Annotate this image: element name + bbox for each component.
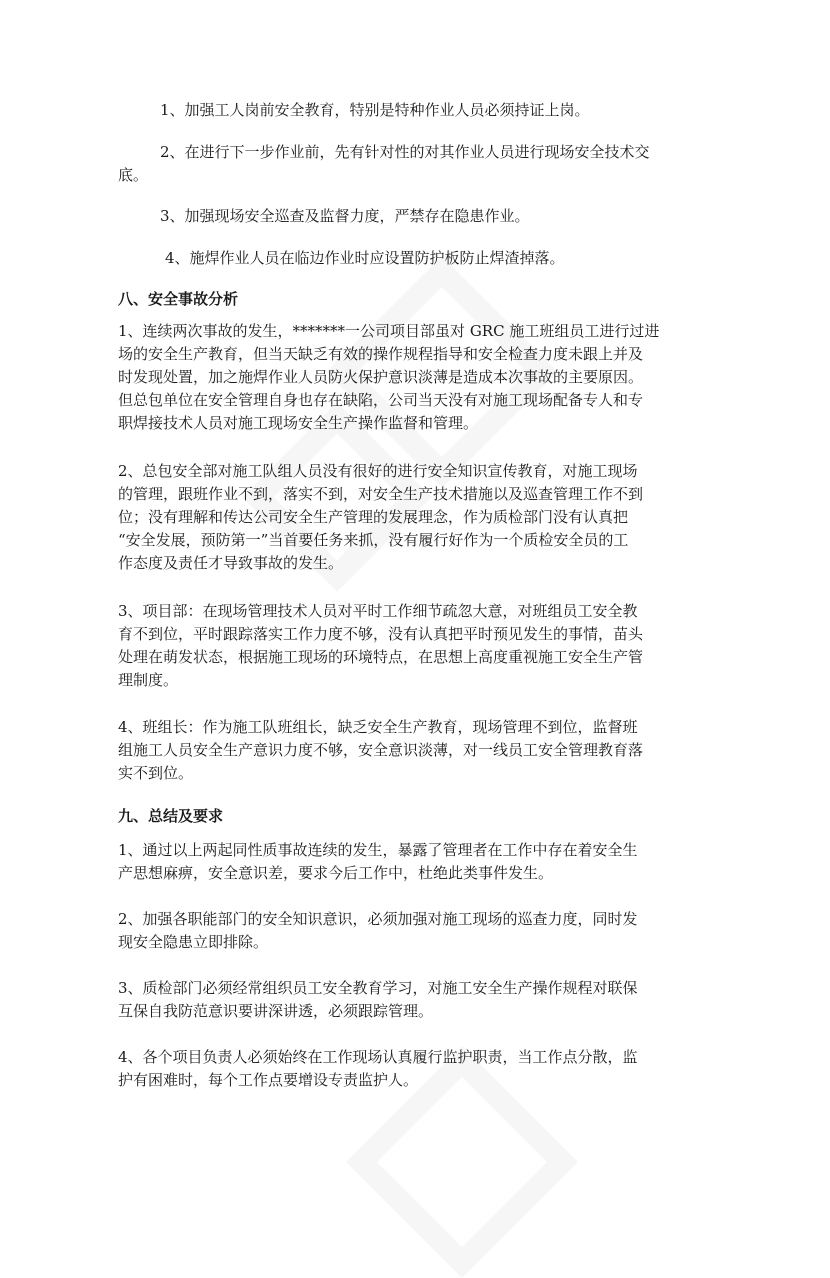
text-line: 职焊接技术人员对施工现场安全生产操作监督和管理。 [118,414,479,432]
text-line: 1、通过以上两起同性质事故连续的发生，暴露了管理者在工作中存在着安全生 [118,841,638,859]
text-line: 4、施焊作业人员在临边作业时应设置防护板防止焊渣掉落。 [165,249,565,267]
paragraph [118,839,720,885]
text-line: 处理在萌发状态，根据施工现场的环境特点，在思想上高度重视施工安全生产管 [118,648,644,666]
text-line: 3、项目部：在现场管理技术人员对平时工作细节疏忽大意，对班组员工安全教 [118,602,638,620]
text-line: 的管理，跟班作业不到，落实不到，对安全生产技术措施以及巡查管理工作不到 [118,485,644,503]
text-line: “安全发展，预防第一”当首要任务来抓，没有履行好作为一个质检安全员的工 [118,531,629,549]
text-line: 3、加强现场安全巡查及监督力度，严禁存在隐患作业。 [160,207,530,225]
text-line: 护有困难时，每个工作点要增设专责监护人。 [118,1071,419,1089]
text-line: 2、在进行下一步作业前，先有针对性的对其作业人员进行现场安全技术交 [160,143,650,161]
text-line: 场的安全生产教育，但当天缺乏有效的操作规程指导和安全检查力度未跟上并及 [118,345,644,363]
text-line: 位；没有理解和传达公司安全生产管理的发展理念，作为质检部门没有认真把 [118,508,629,526]
paragraph [118,320,720,435]
text-line: 互保自我防范意识要讲深讲透，必须跟踪管理。 [118,1002,434,1020]
text-line: 组施工人员安全生产意识力度不够，安全意识淡薄，对一线员工安全管理教育落 [118,741,644,759]
text-line: 4、班组长：作为施工队班组长，缺乏安全生产教育，现场管理不到位，监督班 [118,718,638,736]
text-line: 1、加强工人岗前安全教育，特别是特种作业人员必须持证上岗。 [160,101,590,119]
paragraph [118,716,720,785]
paragraph [118,600,720,692]
list-item [160,205,762,228]
text-line: 底。 [118,166,149,184]
text-line: 2、总包安全部对施工队组人员没有很好的进行安全知识宣传教育，对施工现场 [118,462,638,480]
paragraph [118,1046,720,1092]
text-line: 产思想麻痹，安全意识差，要求今后工作中，杜绝此类事件发生。 [118,864,554,882]
text-line: 育不到位，平时跟踪落实工作力度不够，没有认真把平时预见发生的事情，苗头 [118,625,644,643]
paragraph [118,460,720,575]
paragraph [118,908,720,954]
text-line: 3、质检部门必须经常组织员工安全教育学习，对施工安全生产操作规程对联保 [118,979,638,997]
text-line: 1、连续两次事故的发生，*******一公司项目部虽对 GRC 施工班组员工进行过进 [118,322,660,340]
text-line: 但总包单位在安全管理自身也存在缺陷，公司当天没有对施工现场配备专人和专 [118,391,644,409]
text-line: 时发现处置，加之施焊作业人员防火保护意识淡薄是造成本次事故的主要原因。 [118,368,644,386]
section-heading: 九、总结及要求 [118,807,224,825]
paragraph [118,977,720,1023]
list-item [118,141,762,187]
text-line: 实不到位。 [118,764,194,782]
section-heading: 八、安全事故分析 [118,290,239,308]
list-item [165,247,767,270]
text-line: 理制度。 [118,671,179,689]
text-line: 作态度及责任才导致事故的发生。 [118,554,344,572]
text-line: 4、各个项目负责人必须始终在工作现场认真履行监护职责，当工作点分散，监 [118,1048,638,1066]
list-item [160,99,762,122]
text-line: 2、加强各职能部门的安全知识意识，必须加强对施工现场的巡查力度，同时发 [118,910,638,928]
text-line: 现安全隐患立即排除。 [118,933,269,951]
